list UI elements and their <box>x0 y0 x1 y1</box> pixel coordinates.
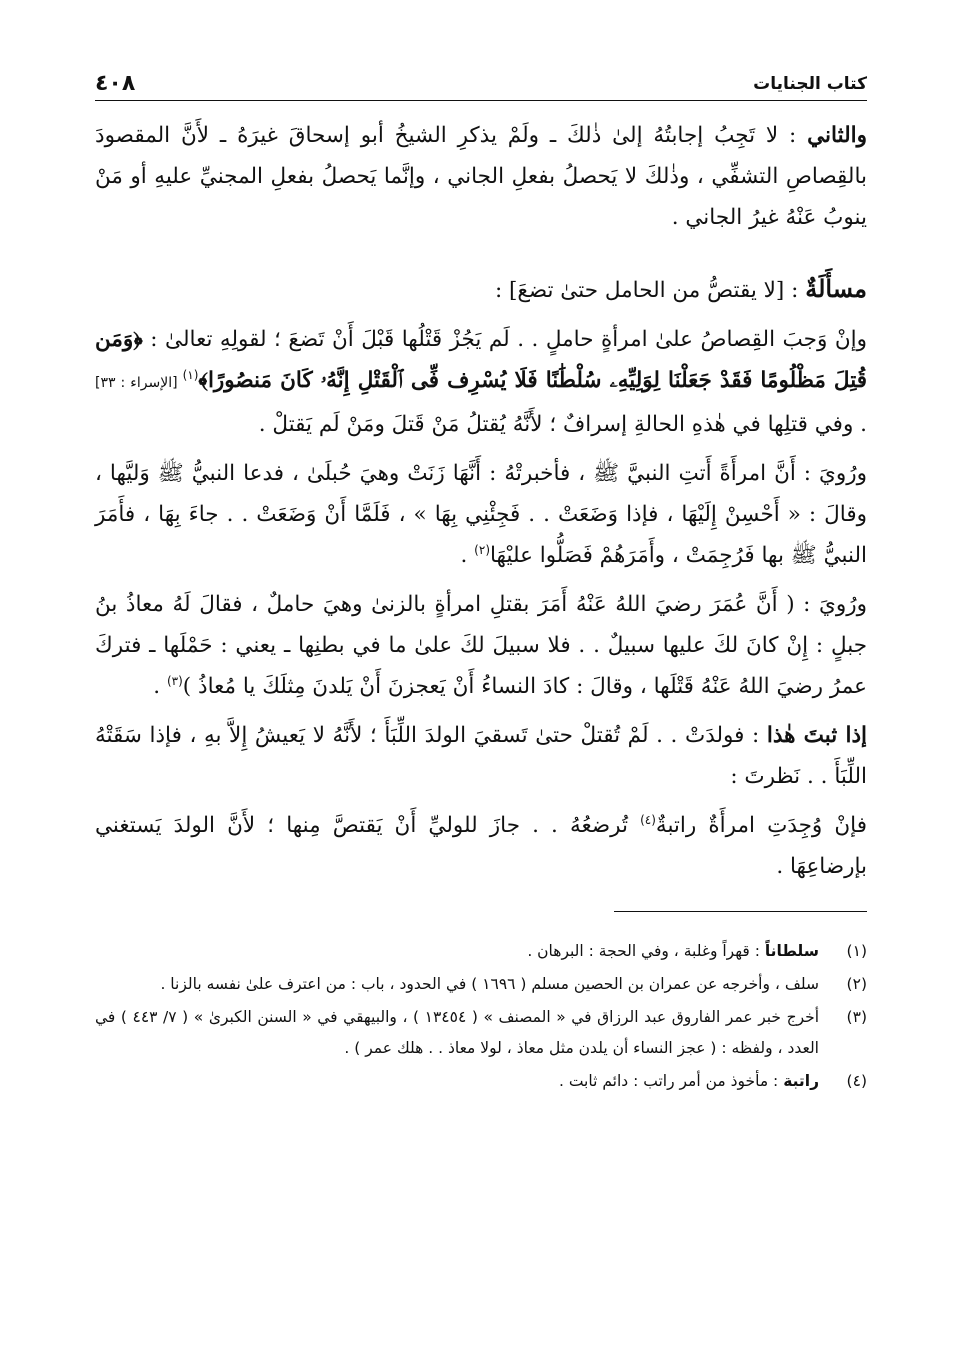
footnote-text <box>95 969 819 1000</box>
footnote-body: : مأخوذ من أمر راتب : دائم ثابت . <box>558 1072 784 1090</box>
footnotes <box>95 936 867 1097</box>
footnote-marker-4: (٤) <box>640 812 656 827</box>
footnote-body: : قهراً وغلبة ، وفي الحجة : البرهان . <box>527 942 765 960</box>
footnote-text <box>95 1002 819 1064</box>
footnote-3 <box>95 1002 867 1064</box>
page-number: ٤٠٨ <box>95 71 136 96</box>
footnote-number: (٢) <box>846 975 867 993</box>
paragraph-text: . <box>153 674 167 699</box>
footnote-marker-2: (٢) <box>474 542 490 557</box>
footnote-1 <box>95 936 867 967</box>
footnote-2 <box>95 969 867 1000</box>
main-text <box>95 115 867 887</box>
footnote-term: راتبة <box>783 1072 819 1090</box>
paragraph-text: فإنْ وُجِدَتِ امرأَةٌ راتبةٌ <box>655 813 867 838</box>
footnote-number: (١) <box>846 942 867 960</box>
paragraph-text: : فولدَتْ . . لَمْ تُقتلْ حتىٰ تَسقيَ الولدَ اللِّبَأَ ؛ لأَنَّهُ لا يَعيشُ إِلاَّ بهِ ، فإذا سَقَتْهُ اللِّبَأَ . . نَظرتَ : <box>95 723 867 789</box>
footnote-body: أخرج خبر عمر الفاروق عبد الرزاق في « المصنف » ( ١٣٤٥٤ ) ، والبيهقي في « السنن الكبرىٰ » ( ٧/ ٤٤٣ ) في العدد ، ولفظه : ( عجز النساء أن يلدن مثل معاذ ، لولا معاذ . . هلك عمر ) . <box>95 1008 820 1057</box>
issue-heading <box>95 268 867 311</box>
paragraph-umar-narration <box>95 584 867 707</box>
footnote-number: (٣) <box>846 1008 867 1026</box>
issue-title: : [لا يقتصُّ من الحامل حتىٰ تضعَ] : <box>494 278 806 303</box>
footnote-body: سلف ، وأخرجه عن عمران بن الحصين مسلم ( ١٦٩٦ ) في الحدود ، باب : من اعترف علىٰ نفسه بالزنا . <box>160 975 819 993</box>
book-page <box>95 60 867 1099</box>
running-title: كتاب الجنايات <box>753 74 867 94</box>
footnote-separator <box>614 911 867 912</box>
running-header <box>95 60 867 101</box>
footnote-4 <box>95 1066 867 1097</box>
paragraph-text: ورُويَ : أَنَّ امرأَةً أَتتِ النبيَّ ﷺ ، فأخبرتْهُ : أَنَّهَا زَنَتْ وهيَ حُبلَىٰ ، فدعا النبيُّ ﷺ وَليَّها ، وقالَ : « أَحْسِنْ إِلَيْهَا ، فإذا وَضَعَتْ . . فَجِئْنِي بِهَا » ، فَلَمَّا أَنْ وَضَعَتْ . . جاءَ بِهَا ، فأَمَرَ النبيُّ ﷺ بها فَرُجِمَتْ ، وأَمَرَهُمْ فَصَلُّوا عليْهَا <box>95 461 867 568</box>
paragraph-text: تُرضعُهُ . . جازَ للوليِّ أَنْ يَقتصَّ مِنها ؛ لأَنَّ الولدَ يَستغني بإرضاعِهَا . <box>95 813 867 879</box>
paragraph-text: : لا تَجِبُ إجابتُهُ إلىٰ ذٰلكَ ـ ولَمْ يذكرِ الشيخُ أبو إسحاقَ غيرَهُ ـ لأَنَّ المقصودَ بالقِصاصِ التشفِّي ، وذٰلكَ لا يَحصلُ بفعلِ الجاني ، وإنَّما يَحصلُ بفعلِ المجنيِّ عليهِ أو مَنْ ينوبُ عَنْهُ غيرُ الجاني . <box>95 123 867 230</box>
paragraph-text: ورُويَ : ( أَنَّ عُمَرَ رضيَ اللهُ عَنْهُ أَمَرَ بقتلِ امرأةٍ بالزنىٰ وهيَ حاملٌ ، فقالَ لَهُ معاذُ بنُ جبلٍ : إِنْ كانَ لكَ عليها سبيلٌ . . فلا سبيلَ لكَ علىٰ ما في بطنِها ـ يعني : حَمْلَها ـ فتركَ عمرُ رضيَ اللهُ عَنْهُ قَتْلَها ، وقالَ : كادَ النساءُ أَنْ يَعجزنَ أَنْ يَلدنَ مِثلَكَ يا مُعاذُ ) <box>95 592 867 699</box>
paragraph-text: . وفي قتلِها في هٰذهِ الحالةِ إسرافٌ ؛ لأَنَّهُ يُقتلُ مَنْ قَتلَ ومَنْ لَم يَقتلْ . <box>258 412 867 437</box>
paragraph-text: . <box>460 543 475 568</box>
verse-reference: [الإسراء : ٣٣] <box>95 375 183 391</box>
paragraph-second-opinion <box>95 115 867 238</box>
paragraph-pregnant-rule <box>95 319 867 445</box>
footnote-text <box>95 936 819 967</box>
issue-lead: مسأَلَةٌ <box>805 274 867 303</box>
quran-verse: ﴿وَمَن قُتِلَ مَظْلُومًا فَقَدْ جَعَلْنَا لِوَلِيِّهِۦ سُلْطَٰنًا فَلَا يُسْرِف فِّى ٱلْقَتْلِ إِنَّهُۥ كَانَ مَنصُورًا﴾ <box>95 327 867 393</box>
paragraph-after-birth <box>95 715 867 797</box>
footnote-term: سلطاناً <box>764 942 819 960</box>
paragraph-wet-nurse <box>95 805 867 887</box>
footnote-text <box>95 1066 819 1097</box>
footnote-number: (٤) <box>846 1072 867 1090</box>
paragraph-lead: إذا ثبتَ هٰذا <box>766 723 868 748</box>
paragraph-text: وإنْ وَجبَ القِصاصُ علىٰ امرأةٍ حاملٍ . . لَم يَجُزْ قَتْلُها قَبْلَ أَنْ تَضعَ ؛ لقولِهِ تعالىٰ : <box>142 327 867 352</box>
paragraph-hadith <box>95 453 867 576</box>
paragraph-lead: والثاني <box>807 123 867 148</box>
footnote-marker-1: (١) <box>182 367 199 382</box>
footnote-marker-3: (٣) <box>166 673 183 688</box>
